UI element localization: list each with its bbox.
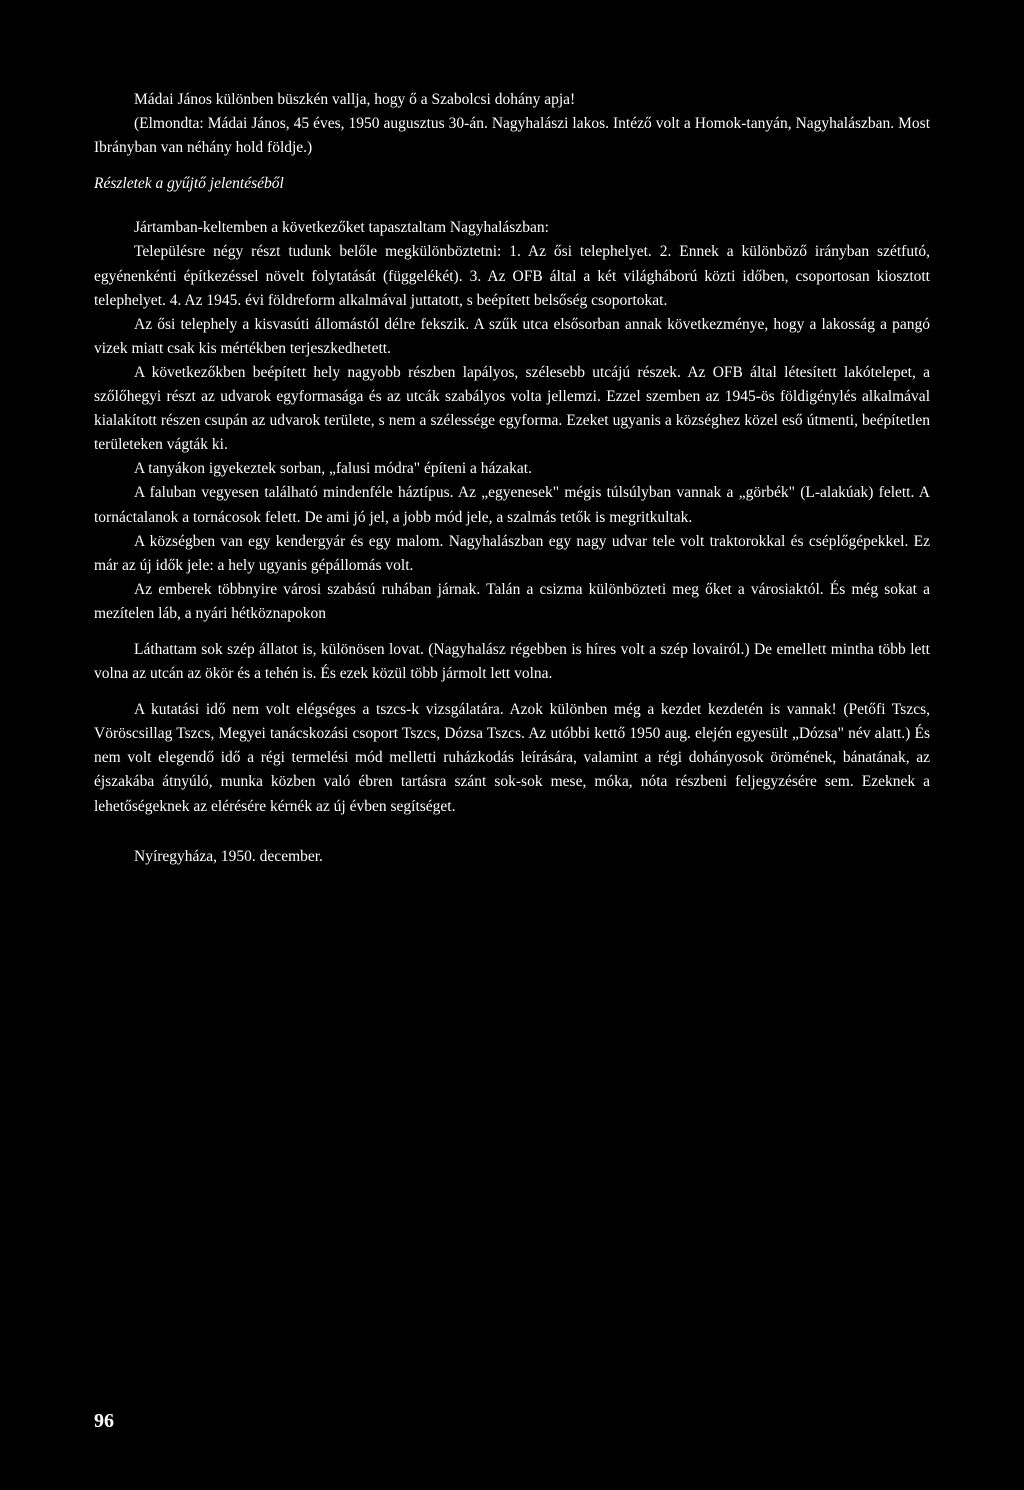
place-and-date: Nyíregyháza, 1950. december. [134,847,323,865]
section-heading: Részletek a gyűjtő jelentéséből [94,175,284,193]
paragraph-animals: Láthattam sok szép állatot is, különösen lovat. (Nagyhalász régebben is híres volt a szép lovairól.) De emellett mintha több lett volna az utcán az ökör és a tehén is. És ezek közül több jármolt lett volna. [94,640,930,683]
paragraph-research-time: A kutatási idő nem volt elégséges a tszcs-k vizsgálatára. Azok különben még a kezdet kezdetén is vannak! (Petőfi Tszcs, Vöröscsillag Tszcs, Megyei tanácskozási csoport Tszcs, Dózsa Tszcs. Az utóbbi kettő 1950 aug. elején egyesült „Dózsa" név alatt.) És nem volt elegendő idő a régi termelési mód melletti ruházkodás leírására, valamint a régi dohányosok örömének, bánatának, az éjszakába átnyúló, munka közben való ébren tartásra szánt sok-sok mese, móka, nóta részbeni feljegyzésére sem. Ezeknek a lehetőségeknek az elérésére kérnék az új évben segítséget. [94,701,930,815]
paragraph-intro: Mádai János különben büszkén vallja, hogy ő a Szabolcsi dohány apja! [134,91,576,108]
paragraph-settlement-parts: Településre négy részt tudunk belőle megkülönböztetni: 1. Az ősi telephelyet. 2. Ennek a különböző irányban szétfutó, egyénenkénti építkezéssel növelt folytatását (függelékét). 3. Az OFB által a két világháború közti időben, csoportosan kiosztott telephelyet. 4. Az 1945. évi földreform alkalmával juttatott, s beépített belsőség csoportokat. [94,243,930,309]
paragraph-source-note: (Elmondta: Mádai János, 45 éves, 1950 augusztus 30-án. Nagyhalászi lakos. Intéző volt a Homok-tanyán, Nagyhalászban. Most Ibrányban van néhány hold földje.) [94,115,930,157]
paragraph-industry: A községben van egy kendergyár és egy malom. Nagyhalászban egy nagy udvar tele volt traktorokkal és cséplőgépekkel. Ez már az új idők jele: a hely ugyanis gépállomás volt. [94,532,930,574]
paragraph-built-areas: A következőkben beépített hely nagyobb részben lapályos, szélesebb utcájú részek. Az OFB által létesített lakótelepet, a szőlőhegyi részt az udvarok egyformasága és az utcák szabályos volta jellemzi. Ezzel szemben az 1945-ös földigénylés alkalmával kialakított részen csupán az udvarok területe, s nem a szélessége egyforma. Ezeket ugyanis a községhez közel eső útmenti, beépítetlen területeken vágták ki. [94,363,930,454]
paragraph-house-types: A faluban vegyesen található mindenféle háztípus. Az „egyenesek" mégis túlsúlyban vannak a „görbék" (L-alakúak) felett. A tornáctalanok a tornácosok felett. De ami jó jel, a jobb mód jele, a szalmás tetők is megritkultak. [94,484,930,526]
page-number: 96 [94,1410,114,1432]
paragraph-observations-intro: Jártamban-keltemben a következőket tapasztaltam Nagyhalászban: [134,219,549,237]
paragraph-clothing: Az emberek többnyire városi szabású ruhában járnak. Talán a csizma különbözteti meg őket a városiaktól. És még sokat a mezítelen láb, a nyári hétköznapokon [94,580,930,622]
paragraph-old-settlement: Az ősi telephely a kisvasúti állomástól délre fekszik. A szűk utca elsősorban annak következménye, hogy a lakosság a pangó vizek miatt csak kis mértékben terjeszkedhetett. [94,315,930,357]
paragraph-farmsteads: A tanyákon igyekeztek sorban, „falusi módra" építeni a házakat. [134,460,532,478]
document-body [94,88,930,869]
